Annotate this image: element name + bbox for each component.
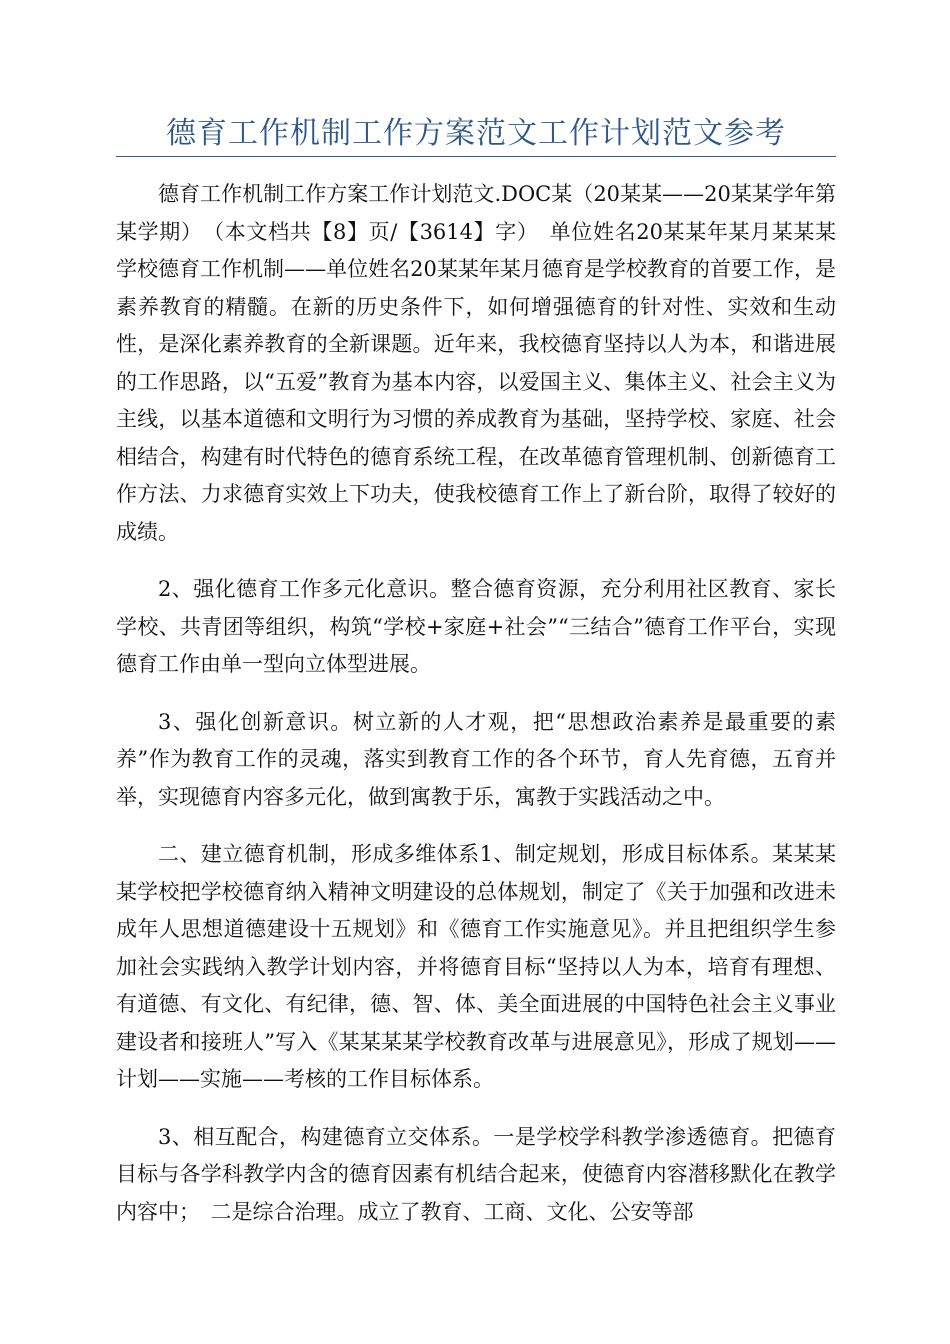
title-block	[116, 112, 836, 157]
paragraph: 3、相互配合，构建德育立交体系。一是学校学科教学渗透德育。把德育目标与各学科教学内含的德育因素有机结合起来，使德育内容潜移默化在教学内容中； 二是综合治理。成立了教育、工商、文化、公安等部	[116, 1124, 836, 1224]
paragraph: 2、强化德育工作多元化意识。整合德育资源，充分利用社区教育、家长学校、共青团等组织，构筑“学校+家庭+社会”“三结合”德育工作平台，实现德育工作由单一型向立体型进展。	[116, 577, 836, 676]
document-body	[116, 176, 836, 1251]
paragraph: 德育工作机制工作方案工作计划范文.DOC某（20某某——20某某学年第某学期） （本文档共【8】页/【3614】字） 单位姓名20某某年某月某某某学校德育工作机制——单位姓名20某某年某月德育是学校教育的首要工作，是素养教育的精髓。在新的历史条件下，如何增强德育的针对性、实效和生动性，是深化素养教育的全新课题。近年来，我校德育坚持以人为本，和谐进展的工作思路，以“五爱”教育为基本内容，以爱国主义、集体主义、社会主义为主线，以基本道德和文明行为习惯的养成教育为基础，坚持学校、家庭、社会相结合，构建有时代特色的德育系统工程，在改革德育管理机制、创新德育工作方法、力求德育实效上下功夫，使我校德育工作上了新台阶，取得了较好的成绩。	[116, 182, 836, 544]
document-title: 德育工作机制工作方案范文工作计划范文参考	[166, 116, 786, 151]
paragraph: 3、强化创新意识。树立新的人才观，把“思想政治素养是最重要的素养”作为教育工作的灵魂，落实到教育工作的各个环节，育人先育德，五育并举，实现德育内容多元化，做到寓教于乐，寓教于实践活动之中。	[116, 709, 836, 809]
paragraph: 二、建立德育机制，形成多维体系1、制定规划，形成目标体系。某某某某学校把学校德育纳入精神文明建设的总体规划，制定了《关于加强和改进未成年人思想道德建设十五规划》和《德育工作实施意见》。并且把组织学生参加社会实践纳入教学计划内容，并将德育目标“坚持以人为本，培育有理想、有道德、有文化、有纪律，德、智、体、美全面进展的中国特色社会主义事业建设者和接班人”写入《某某某某学校教育改革与进展意见》，形成了规划——计划——实施——考核的工作目标体系。	[116, 842, 836, 1091]
